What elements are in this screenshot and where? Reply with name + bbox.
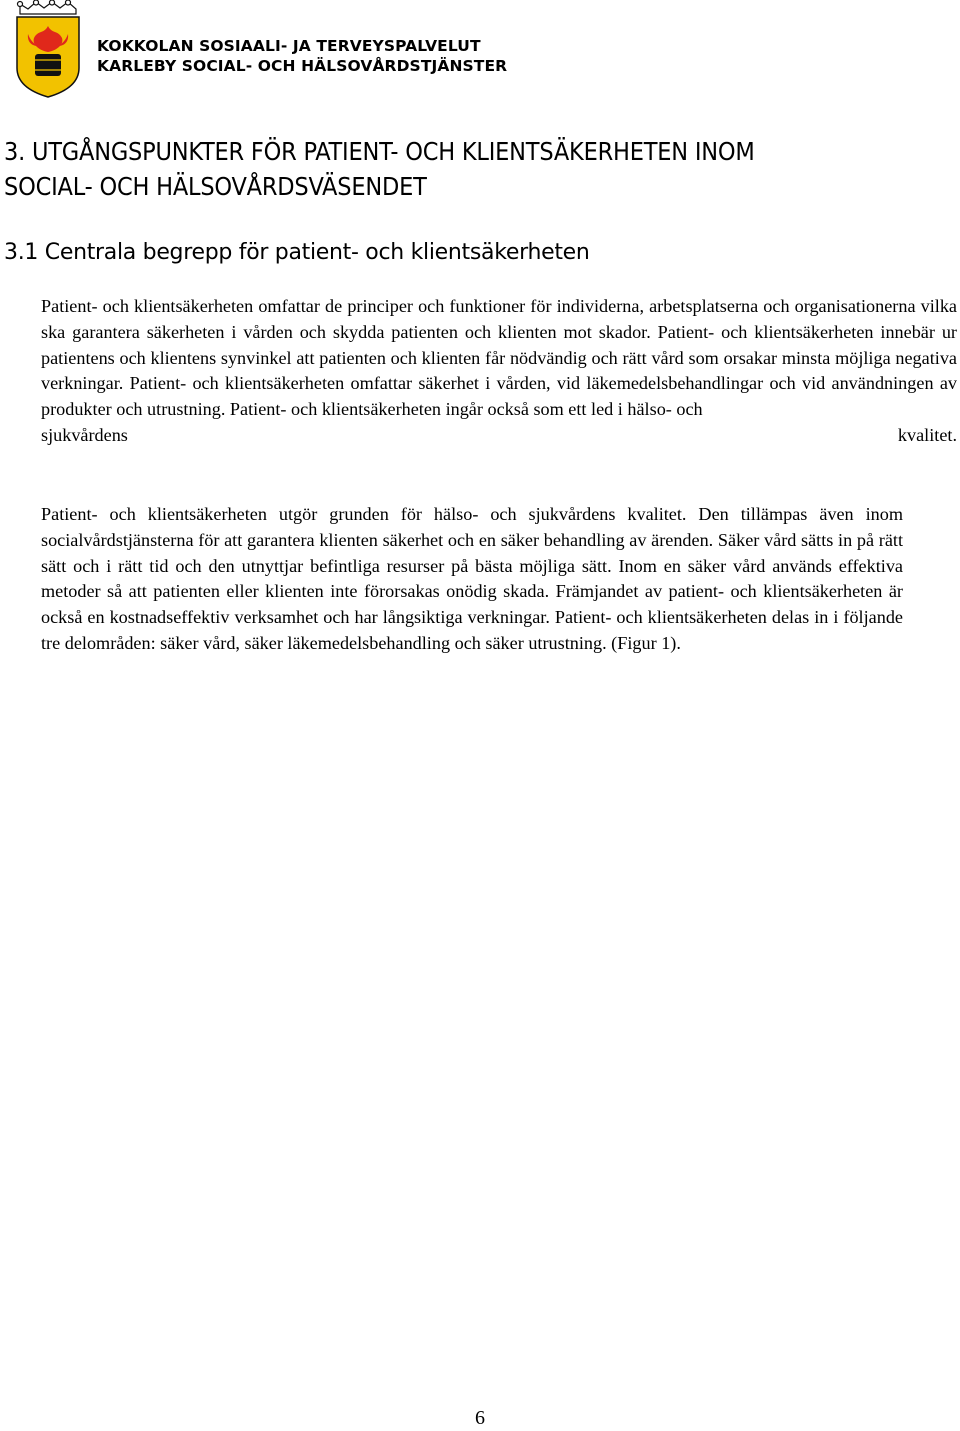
subsection-heading: 3.1 Centrala begrepp för patient- och klientsäkerheten: [4, 240, 590, 265]
organization-name: [97, 36, 507, 76]
paragraph-2: Patient- och klientsäkerheten utgör grunden för hälso- och sjukvårdens kvalitet. Den tillämpas även inom socialvårdstjänsterna för att garantera klienten säkerhet och en säker behandling av ärenden. Säker vård sätts in på rätt sätt och i rätt tid och den utnyttjar befintliga resurser på bästa möjliga sätt. Inom en säker vård används effektiva metoder så att patienten eller klienten inte förorsakas onödig skada. Främjandet av patient- och klientsäkerheten är också en kostnadseffektiv verksamhet och har långsiktiga verkningar. Patient- och klientsäkerheten delas in i följande tre delområden: säker vård, säker läkemedelsbehandling och säker utrustning. (Figur 1).: [41, 504, 903, 653]
paragraph-1-body: Patient- och klientsäkerheten omfattar de principer och funktioner för individerna, arbetsplatserna och organisationerna vilka ska garantera säkerheten i vården och skydda patienten och klienten mot skador. Patient- och klientsäkerheten innebär ur patientens och klientens synvinkel att patienten och klienten får nödvändig och rätt vård som orsakar minsta möjliga negativa verkningar. Patient- och klientsäkerheten omfattar säkerhet i vården, vid läkemedelsbehandlingar och vid användningen av produkter och utrustning. Patient- och klientsäkerheten ingår också som ett led i hälso- och: [41, 296, 957, 420]
document-header: [14, 0, 574, 100]
organization-name-finnish: KOKKOLAN SOSIAALI- JA TERVEYSPALVELUT: [97, 37, 481, 55]
paragraph-1-last-word-1: sjukvårdens: [41, 424, 128, 445]
page-number: 6: [475, 1407, 485, 1429]
section-heading-line-2: SOCIAL- OCH HÄLSOVÅRDSVÄSENDET: [4, 172, 427, 201]
organization-name-swedish: KARLEBY SOCIAL- OCH HÄLSOVÅRDSTJÄNSTER: [97, 57, 508, 75]
coat-of-arms-logo: [14, 0, 82, 98]
paragraph-1-last-word-2: kvalitet.: [897, 424, 957, 445]
paragraph-1-last-line: [41, 423, 957, 449]
section-heading: [4, 134, 954, 204]
section-heading-line-1: 3. UTGÅNGSPUNKTER FÖR PATIENT- OCH KLIENTSÄKERHETEN INOM: [4, 137, 755, 166]
paragraph-1: [41, 294, 957, 449]
